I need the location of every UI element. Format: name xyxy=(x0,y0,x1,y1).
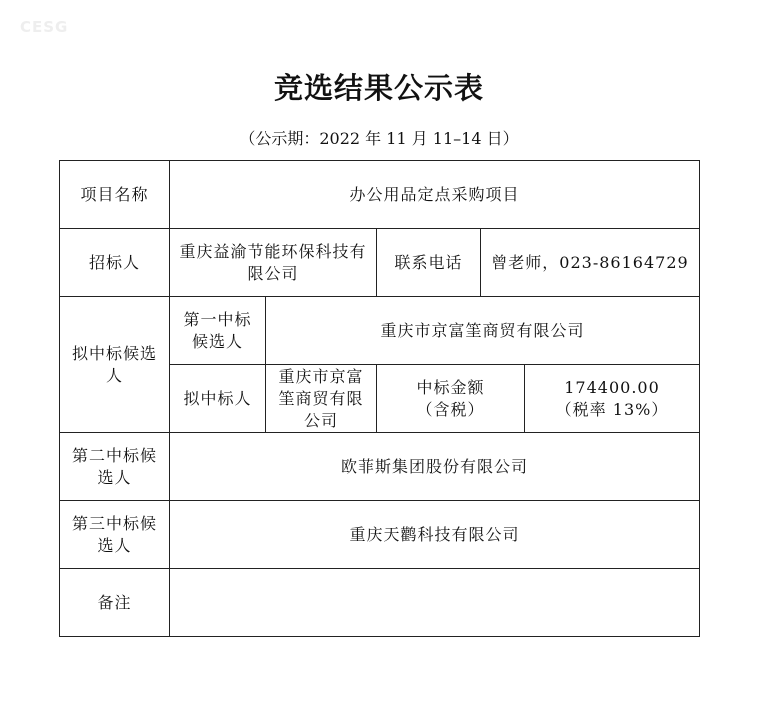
bid-amount-value-line1: 174400.00 xyxy=(564,377,660,397)
table-row xyxy=(60,229,700,297)
tenderer-label: 招标人 xyxy=(60,229,170,297)
bid-amount-value xyxy=(525,365,700,433)
proposed-winner-label: 拟中标人 xyxy=(170,365,266,433)
table-row xyxy=(60,569,700,637)
table-row xyxy=(60,501,700,569)
tenderer-value: 重庆益渝节能环保科技有限公司 xyxy=(170,229,377,297)
remarks-label: 备注 xyxy=(60,569,170,637)
contact-value: 曾老师，023-86164729 xyxy=(481,229,700,297)
table-row xyxy=(60,161,700,229)
proposed-winner-value: 重庆市京富筀商贸有限公司 xyxy=(266,365,377,433)
contact-label: 联系电话 xyxy=(377,229,481,297)
third-candidate-label: 第三中标候选人 xyxy=(60,501,170,569)
project-name-label: 项目名称 xyxy=(60,161,170,229)
second-candidate-label: 第二中标候选人 xyxy=(60,433,170,501)
bid-amount-label xyxy=(377,365,525,433)
first-candidate-label: 第一中标候选人 xyxy=(170,297,266,365)
candidate-group-label: 拟中标候选人 xyxy=(60,297,170,433)
first-candidate-value: 重庆市京富筀商贸有限公司 xyxy=(266,297,700,365)
remarks-value xyxy=(170,569,700,637)
page-title: 竞选结果公示表 xyxy=(273,71,484,105)
bid-amount-label-line1: 中标金额 xyxy=(416,377,485,397)
project-name-value: 办公用品定点采购项目 xyxy=(170,161,700,229)
table-row xyxy=(60,433,700,501)
result-table xyxy=(59,160,700,637)
watermark: CESG xyxy=(20,18,69,36)
bid-amount-value-line2: （税率 13%） xyxy=(555,399,669,419)
third-candidate-value: 重庆天鹳科技有限公司 xyxy=(170,501,700,569)
bid-amount-label-line2: （含税） xyxy=(416,399,485,419)
table-row xyxy=(60,297,700,365)
publicity-period: （公示期：2022 年 11 月 11–14 日） xyxy=(239,129,519,148)
second-candidate-value: 欧菲斯集团股份有限公司 xyxy=(170,433,700,501)
